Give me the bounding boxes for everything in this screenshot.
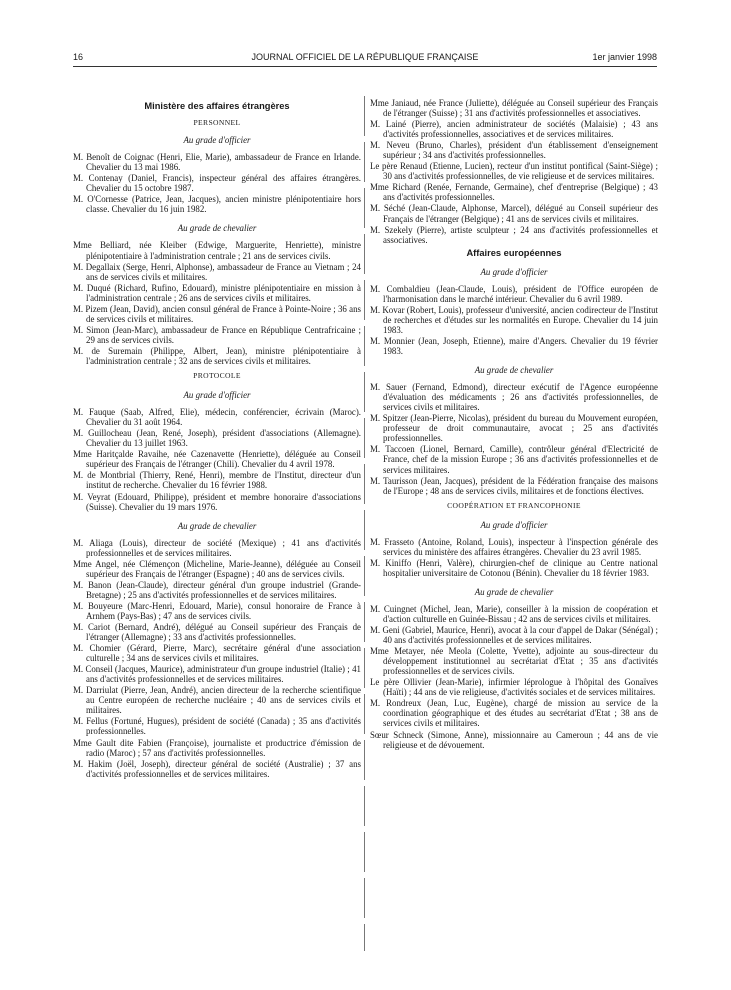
decoration-entry: Le père Ollivier (Jean-Marie), infirmier léprologue à l'hôpital des Gonaïves (Haïti) ; 44 ans de vie religieuse, d'activités sociales et de services militaires. <box>370 677 658 698</box>
decoration-entry: M. Chomier (Gérard, Pierre, Marc), secrétaire général d'une association culturelle ; 34 ans de services civils et militaires. <box>73 643 361 664</box>
decoration-entry: M. Degallaix (Serge, Henri, Alphonse), ambassadeur de France au Vietnam ; 24 ans de services civils et militaires. <box>73 261 361 282</box>
subsection-title: PROTOCOLE <box>193 371 241 381</box>
subsection-title: PERSONNEL <box>193 118 241 128</box>
decoration-entry: Le père Renaud (Etienne, Lucien), recteur d'un institut pontifical (Saint-Siège) ; 30 ans d'activités professionnelles, de vie religieuse et de services militaires. <box>370 161 658 182</box>
journal-title: JOURNAL OFFICIEL DE LA RÉPUBLIQUE FRANÇAISE <box>251 52 479 62</box>
issue-date: 1er janvier 1998 <box>592 52 657 62</box>
decoration-entry: M. Kovar (Robert, Louis), professeur d'université, ancien codirecteur de l'Institut de recherches et d'études sur les normalités en Europe. Chevalier du 14 juin 1983. <box>370 304 658 335</box>
decoration-entry: Sœur Schneck (Simone, Anne), missionnaire au Cameroun ; 44 ans de vie religieuse et de dévouement. <box>370 729 658 750</box>
grade-heading: Au grade de chevalier <box>474 365 554 376</box>
decoration-entry: M. Taurisson (Jean, Jacques), président de la Fédération française des maisons de l'Europe ; 48 ans de services civils, militaires et de fonctions électives. <box>370 475 658 496</box>
grade-heading: Au grade d'officier <box>480 266 548 277</box>
decoration-entry: M. Monnier (Jean, Joseph, Etienne), maire d'Angers. Chevalier du 19 février 1983. <box>370 335 658 357</box>
decoration-entry: Mme Richard (Renée, Fernande, Germaine), chef d'entreprise (Belgique) ; 43 ans d'activités professionnelles. <box>370 182 658 203</box>
section-title: Ministère des affaires étrangères <box>144 101 290 111</box>
header-rule <box>73 66 657 67</box>
decoration-entry: M. Geni (Gabriel, Maurice, Henri), avocat à la cour d'appel de Dakar (Sénégal) ; 40 ans d'activités professionnelles et de services militaires. <box>370 625 658 646</box>
decoration-entry: M. Séché (Jean-Claude, Alphonse, Marcel), délégué au Conseil supérieur des Français de l'étranger (Belgique) ; 41 ans de services civils et militaires. <box>370 203 658 224</box>
decoration-entry: Mme Belliard, née Kleiber (Edwige, Marguerite, Henriette), ministre plénipotentiaire à l'administration centrale ; 21 ans de services civils. <box>73 240 361 261</box>
decoration-entry: M. Neveu (Bruno, Charles), président d'un établissement d'enseignement supérieur ; 34 ans d'activités professionnelles. <box>370 140 658 161</box>
right-column <box>370 98 658 751</box>
grade-heading: Au grade de chevalier <box>177 520 257 531</box>
left-column <box>73 98 361 780</box>
decoration-entry: M. Simon (Jean-Marc), ambassadeur de France en République Centrafricaine ; 29 ans de services civils. <box>73 324 361 345</box>
page-number: 16 <box>73 52 84 62</box>
decoration-entry: M. Frasseto (Antoine, Roland, Louis), inspecteur à l'inspection générale des services du ministère des affaires étrangères. Chevalier du 23 avril 1985. <box>370 536 658 557</box>
section-title: Affaires européennes <box>466 247 562 258</box>
decoration-entry: M. Sauer (Fernand, Edmond), directeur exécutif de l'Agence européenne d'évaluation des médicaments ; 26 ans d'activités professionnelles, de services civils et militaires. <box>370 382 658 413</box>
page-header <box>73 52 657 66</box>
decoration-entry: M. Veyrat (Edouard, Philippe), président et membre honoraire d'associations (Suisse). Chevalier du 19 mars 1976. <box>73 491 361 512</box>
grade-heading: Au grade d'officier <box>183 390 251 401</box>
decoration-entry: M. Cariot (Bernard, André), délégué au Conseil supérieur des Français de l'étranger (Allemagne) ; 33 ans d'activités professionnelles. <box>73 622 361 643</box>
decoration-entry: M. Rondreux (Jean, Luc, Eugène), chargé de mission au service de la coordination géographique et des études au secrétariat d'Etat ; 38 ans de services civils et militaires. <box>370 698 658 729</box>
decoration-entry: M. Guillocheau (Jean, René, Joseph), président d'associations (Allemagne). Chevalier du 13 juillet 1963. <box>73 428 361 449</box>
column-divider <box>364 96 365 951</box>
decoration-entry: M. Aliaga (Louis), directeur de société (Mexique) ; 41 ans d'activités professionnelles et de services militaires. <box>73 537 361 558</box>
decoration-entry: Mme Angel, née Clémençon (Micheline, Marie-Jeanne), déléguée au Conseil supérieur des Français de l'étranger (Espagne) ; 40 ans de services civils. <box>73 558 361 579</box>
decoration-entry: M. Lainé (Pierre), ancien administrateur de sociétés (Malaisie) ; 43 ans d'activités professionnelles, associatives et de services militaires. <box>370 119 658 140</box>
decoration-entry: M. Kiniffo (Henri, Valère), chirurgien-chef de clinique au Centre national hospitalier universitaire de Cotonou (Bénin). Chevalier du 18 février 1983. <box>370 557 658 578</box>
decoration-entry: M. Hakim (Joël, Joseph), directeur général de société (Australie) ; 37 ans d'activités professionnelles et de services militaires. <box>73 758 361 779</box>
decoration-entry: Mme Janiaud, née France (Juliette), déléguée au Conseil supérieur des Français de l'étranger (Suisse) ; 31 ans d'activités professionnelles et associatives. <box>370 98 658 119</box>
decoration-entry: M. de Suremain (Philippe, Albert, Jean), ministre plénipotentiaire à l'administration centrale ; 32 ans de services civils et militaires. <box>73 345 361 366</box>
grade-heading: Au grade de chevalier <box>177 223 257 234</box>
subsection-title: COOPÉRATION ET FRANCOPHONIE <box>447 500 581 510</box>
grade-heading: Au grade d'officier <box>480 519 548 530</box>
decoration-entry: M. Pizem (Jean, David), ancien consul général de France à Pointe-Noire ; 36 ans de services civils et militaires. <box>73 303 361 324</box>
decoration-entry: M. O'Cornesse (Patrice, Jean, Jacques), ancien ministre plénipotentiaire hors classe. Chevalier du 16 juin 1982. <box>73 194 361 215</box>
decoration-entry: M. Bouyeure (Marc-Henri, Edouard, Marie), consul honoraire de France à Arnhem (Pays-Bas) ; 47 ans de services civils. <box>73 600 361 621</box>
decoration-entry: M. Cuingnet (Michel, Jean, Marie), conseiller à la mission de coopération et d'action culturelle en Guinée-Bissau ; 42 ans de services civils et militaires. <box>370 603 658 625</box>
decoration-entry: M. Szekely (Pierre), artiste sculpteur ; 24 ans d'activités professionnelles et associatives. <box>370 224 658 245</box>
decoration-entry: M. Spitzer (Jean-Pierre, Nicolas), président du bureau du Mouvement européen, professeur de droit communautaire, avocat ; 25 ans d'activités professionnelles. <box>370 413 658 444</box>
decoration-entry: M. Banon (Jean-Claude), directeur général d'un groupe industriel (Grande-Bretagne) ; 25 ans d'activités professionnelles et de services militaires. <box>73 579 361 600</box>
decoration-entry: M. Fellus (Fortuné, Hugues), président de société (Canada) ; 35 ans d'activités professionnelles. <box>73 716 361 737</box>
decoration-entry: M. Duqué (Richard, Rufino, Edouard), ministre plénipotentiaire en mission à l'administration centrale ; 26 ans de services civils et militaires. <box>73 282 361 303</box>
decoration-entry: M. Contenay (Daniel, Francis), inspecteur général des affaires étrangères. Chevalier du 15 octobre 1987. <box>73 173 361 194</box>
grade-heading: Au grade de chevalier <box>474 586 554 597</box>
decoration-entry: M. Darriulat (Pierre, Jean, André), ancien directeur de la recherche scientifique au Centre européen de recherche nucléaire ; 40 ans de services civils et militaires. <box>73 685 361 716</box>
decoration-entry: M. Fauque (Saab, Alfred, Elie), médecin, conférencier, écrivain (Maroc). Chevalier du 31 août 1964. <box>73 407 361 428</box>
decoration-entry: Mme Haritçalde Ravaihe, née Cazenavette (Henriette), déléguée au Conseil supérieur des Français de l'étranger (Chili). Chevalier du 4 avril 1978. <box>73 449 361 470</box>
grade-heading: Au grade d'officier <box>183 135 251 146</box>
decoration-entry: Mme Gault dite Fabien (Françoise), journaliste et productrice d'émission de radio (Maroc) ; 57 ans d'activités professionnelles. <box>73 737 361 758</box>
decoration-entry: Mme Metayer, née Meola (Colette, Yvette), adjointe au sous-directeur du développement institutionnel au secrétariat d'Etat ; 35 ans d'activités professionnelles et de services civils. <box>370 646 658 677</box>
decoration-entry: M. Conseil (Jacques, Maurice), administrateur d'un groupe industriel (Italie) ; 41 ans d'activités professionnelles et de services militaires. <box>73 664 361 685</box>
decoration-entry: M. de Montbrial (Thierry, René, Henri), membre de l'Institut, directeur d'un institut de recherche. Chevalier du 16 février 1988. <box>73 470 361 491</box>
decoration-entry: M. Taccoen (Lionel, Bernard, Camille), contrôleur général d'Electricité de France, chef de la mission Europe ; 36 ans d'activités professionnelles et de services militaires. <box>370 444 658 475</box>
decoration-entry: M. Benoît de Coignac (Henri, Elie, Marie), ambassadeur de France en Irlande. Chevalier du 13 mai 1986. <box>73 152 361 173</box>
decoration-entry: M. Combaldieu (Jean-Claude, Louis), président de l'Office européen de l'harmonisation dans le marché intérieur. Chevalier du 6 avril 1989. <box>370 283 658 304</box>
